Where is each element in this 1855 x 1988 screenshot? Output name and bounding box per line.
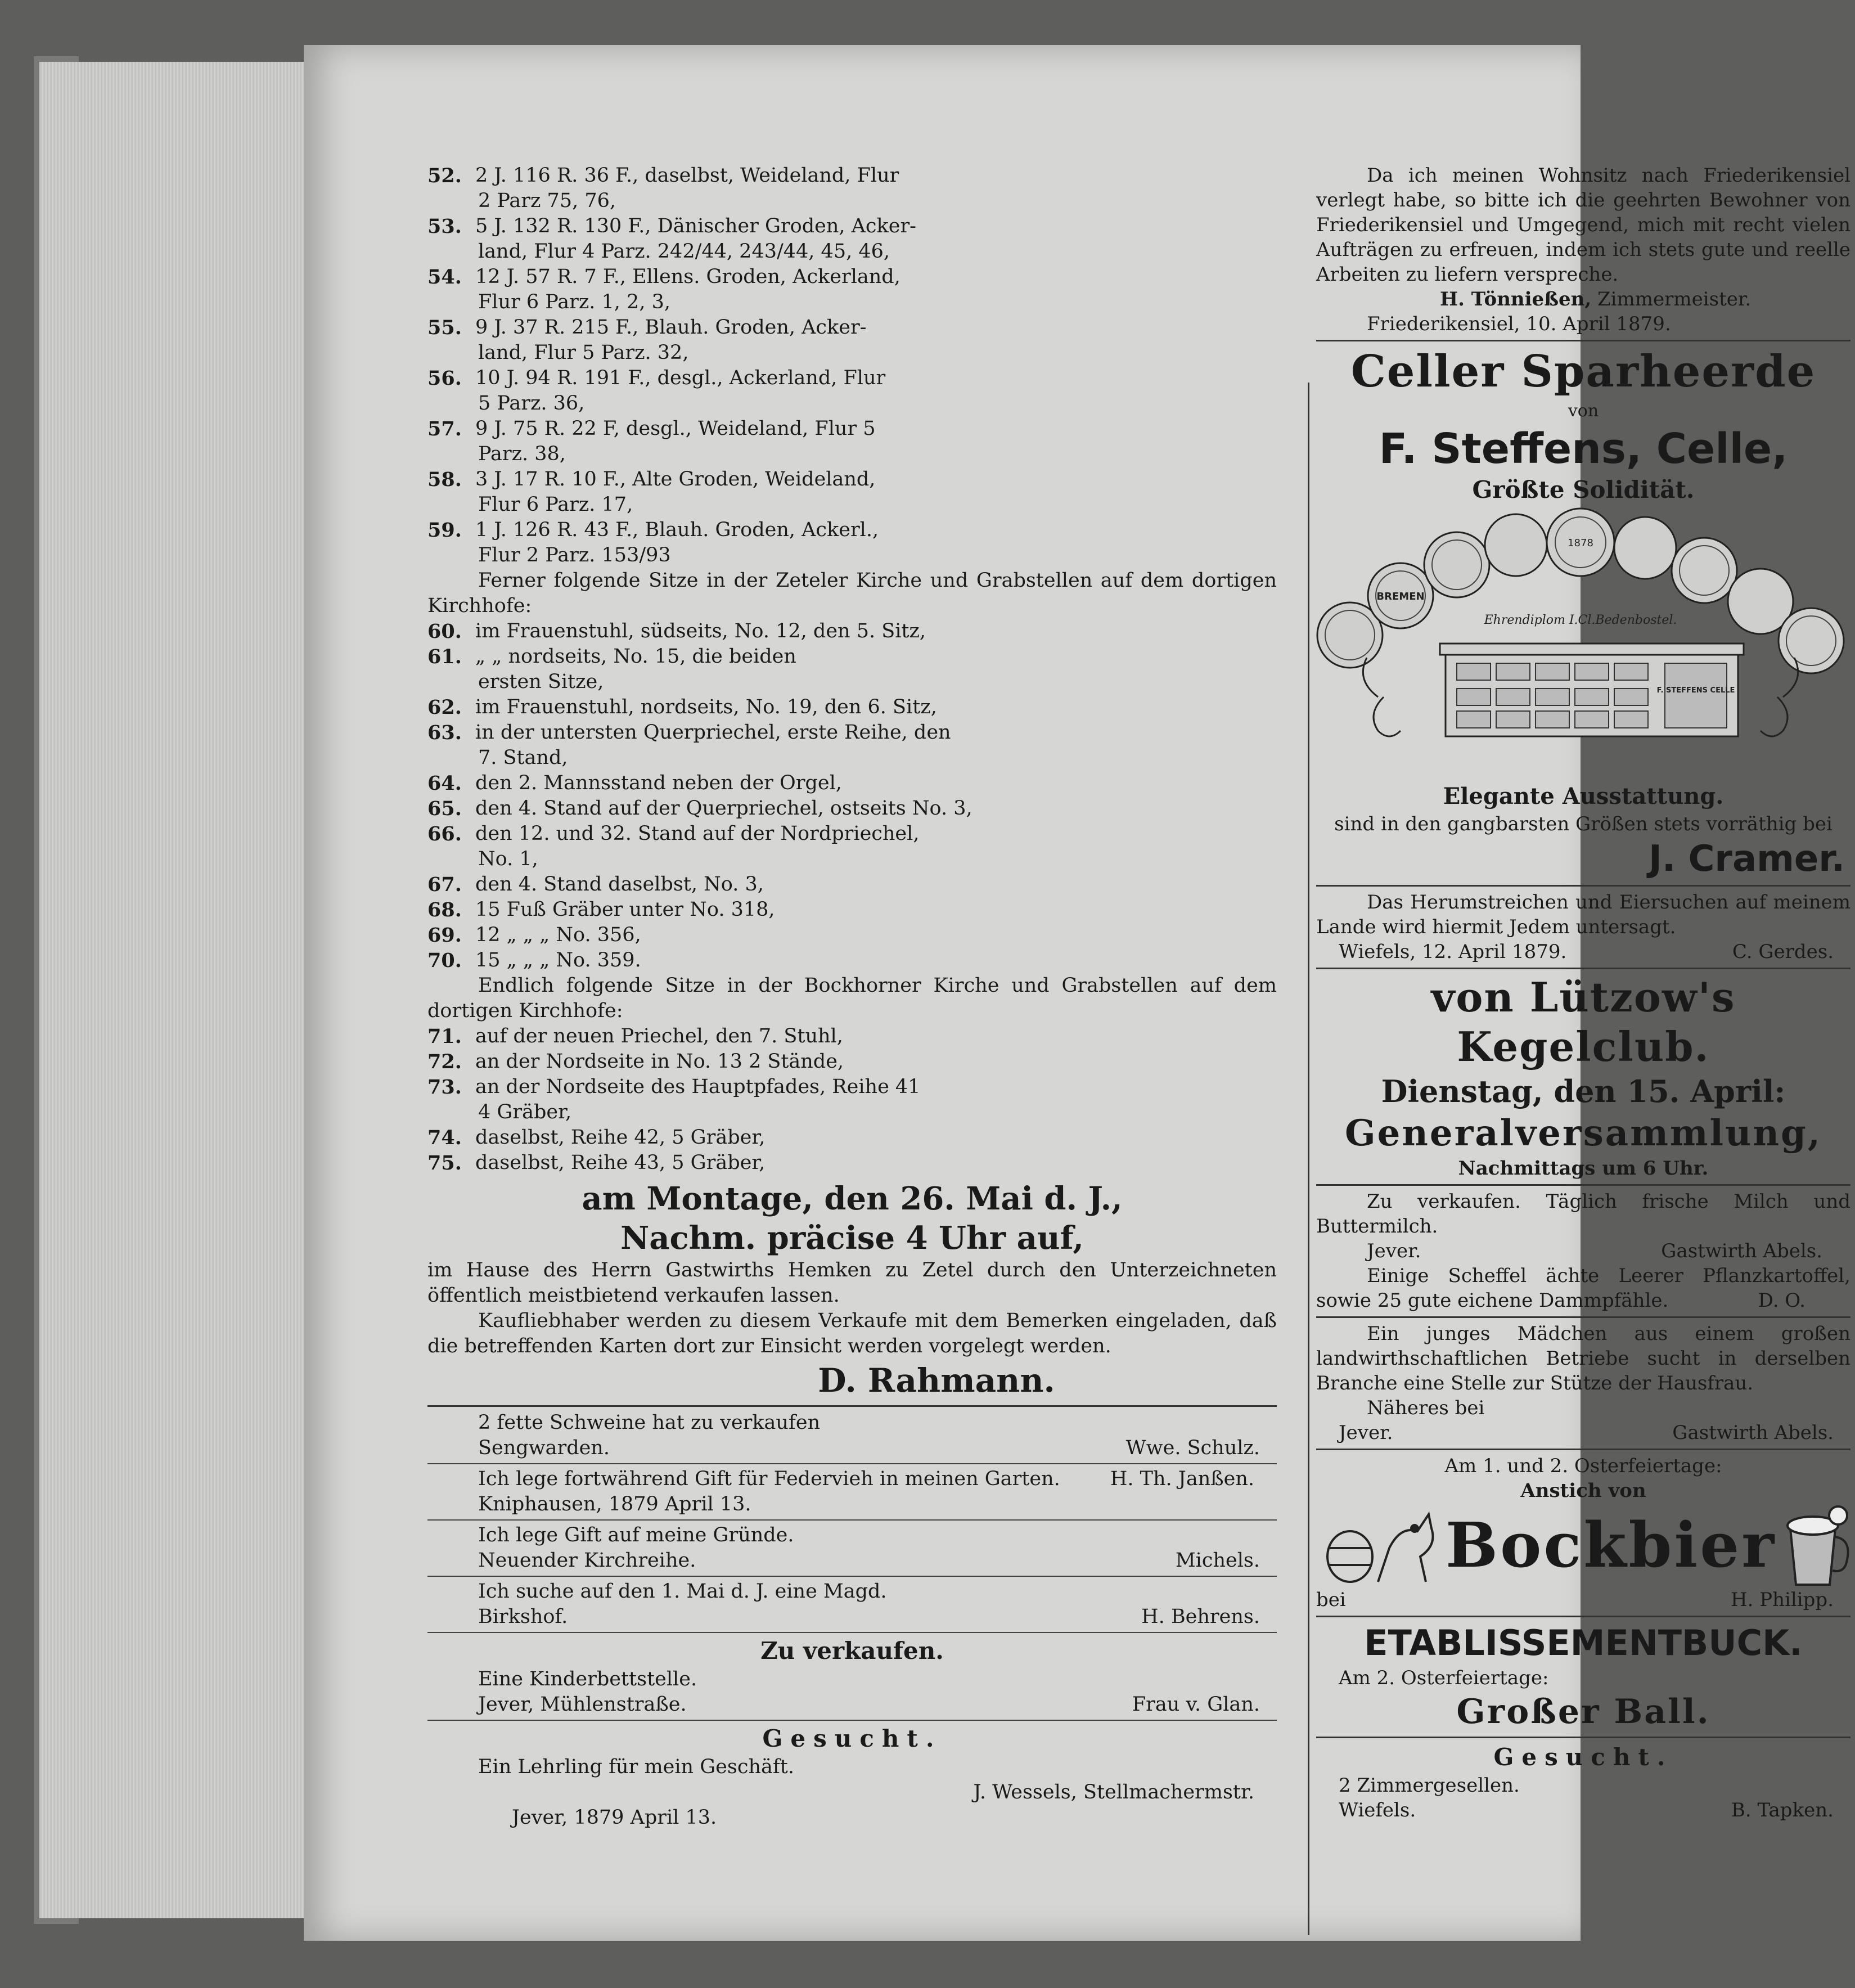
cramer: J. Cramer.	[1649, 838, 1845, 880]
toennieszen-name: H. Tönnießen,	[1440, 288, 1592, 311]
list-item	[427, 720, 1277, 745]
ad-schweine-place: Sengwarden.	[478, 1437, 610, 1459]
item-text: den 12. und 32. Stand auf der Nordpriechel,	[475, 822, 920, 845]
ad-bett-text: Eine Kinderbettstelle.	[478, 1668, 697, 1690]
item-number: 68.	[427, 898, 462, 921]
item-number: 52.	[427, 164, 462, 187]
ad-gift-place: Kniphausen, 1879 April 13.	[478, 1493, 751, 1515]
list-item	[427, 695, 1277, 720]
gesucht-place: Wiefels.	[1339, 1799, 1416, 1821]
item-number: 64.	[427, 772, 462, 795]
item-number: 72.	[427, 1050, 462, 1073]
item-text: 5 J. 132 R. 130 F., Dänischer Groden, Acker-	[475, 215, 916, 237]
item-continuation: Flur 6 Parz. 1, 2, 3,	[478, 291, 670, 313]
bock-head: Am 1. und 2. Osterfeiertage:	[1444, 1455, 1722, 1477]
list-item	[427, 1150, 1277, 1176]
ad-lehrling-place: Jever, 1879 April 13.	[512, 1806, 717, 1829]
ad-schweine-text: 2 fette Schweine hat zu verkaufen	[478, 1411, 821, 1434]
item-text: den 2. Mannsstand neben der Orgel,	[475, 772, 842, 794]
seat-list	[427, 619, 1277, 973]
divider	[1316, 1184, 1851, 1186]
divider	[427, 1519, 1277, 1521]
item-text: den 4. Stand daselbst, No. 3,	[475, 873, 764, 896]
item-number: 73.	[427, 1076, 462, 1099]
divider	[427, 1632, 1277, 1633]
list-item	[427, 796, 1277, 821]
herum-place: Wiefels, 12. April 1879.	[1339, 941, 1567, 963]
item-text: im Frauenstuhl, nordseits, No. 19, den 6. Sitz,	[475, 696, 937, 718]
divider	[1316, 340, 1851, 341]
herum-text: Das Herumstreichen und Eiersuchen auf meinem Lande wird hiermit Jedem untersagt.	[1316, 891, 1851, 938]
item-text: 15 Fuß Gräber unter No. 318,	[475, 898, 775, 921]
milch-name: Gastwirth Abels.	[1661, 1240, 1822, 1262]
divider	[1316, 1737, 1851, 1738]
list-item	[427, 644, 1277, 669]
list-item	[427, 1024, 1277, 1049]
list-item	[427, 897, 1277, 923]
item-continuation: 4 Gräber,	[478, 1101, 572, 1123]
herum-name: C. Gerdes.	[1732, 941, 1834, 963]
maedchen-naeheres: Näheres bei	[1367, 1397, 1485, 1419]
bock-bei: bei	[1316, 1589, 1346, 1611]
item-text: 9 J. 75 R. 22 F, desgl., Weideland, Flur 5	[475, 417, 876, 440]
item-text: 3 J. 17 R. 10 F., Alte Groden, Weideland,	[475, 468, 876, 491]
item-text: 2 J. 116 R. 36 F., daselbst, Weideland, Flur	[475, 164, 899, 187]
item-number: 69.	[427, 924, 462, 947]
item-number: 71.	[427, 1025, 462, 1048]
kegel-event: Generalversammlung,	[1344, 1112, 1822, 1154]
medal-year-label: 1878	[1568, 537, 1593, 549]
elegante: Elegante Ausstattung.	[1443, 783, 1724, 809]
item-text: an der Nordseite des Hauptpfades, Reihe 41	[475, 1076, 921, 1098]
maedchen-name: Gastwirth Abels.	[1672, 1422, 1834, 1444]
ad-magd-name: H. Behrens.	[1141, 1605, 1260, 1628]
ad-bett-title: Zu verkaufen.	[760, 1637, 944, 1665]
ad-gift2-text: Ich lege Gift auf meine Gründe.	[478, 1524, 794, 1546]
ad-gift-name: H. Th. Janßen.	[1110, 1468, 1254, 1490]
divider	[1316, 1449, 1851, 1450]
ad-magd-place: Birkshof.	[478, 1605, 568, 1628]
item-text: auf der neuen Priechel, den 7. Stuhl,	[475, 1025, 843, 1047]
celler-von: von	[1568, 401, 1599, 421]
ad-lehrling-text: Ein Lehrling für mein Geschäft.	[478, 1756, 794, 1778]
item-text: 12 „ „ „ No. 356,	[475, 924, 641, 946]
list-item	[427, 467, 1277, 492]
gesucht-name: B. Tapken.	[1731, 1799, 1834, 1821]
list-item	[427, 264, 1277, 290]
item-text: 10 J. 94 R. 191 F., desgl., Ackerland, Flur	[475, 367, 886, 389]
beer-mug-icon	[1776, 1503, 1855, 1587]
celler-title: Celler Sparheerde	[1350, 346, 1816, 397]
newspaper-page	[304, 45, 1851, 1941]
item-number: 66.	[427, 822, 462, 845]
bock-name: H. Philipp.	[1731, 1589, 1834, 1611]
item-number: 67.	[427, 873, 462, 896]
item-continuation: land, Flur 5 Parz. 32,	[478, 341, 689, 364]
divider	[1316, 1616, 1851, 1617]
item-text: 15 „ „ „ No. 359.	[475, 949, 641, 971]
item-continuation: 7. Stand,	[478, 746, 568, 769]
maedchen-text: Ein junges Mädchen aus einem großen landwirthschaftlichen Betriebe sucht in derselben Branche eine Stelle zur Stütze der Hausfrau.	[1316, 1323, 1851, 1395]
auction-date: am Montage, den 26. Mai d. J.,	[582, 1180, 1123, 1217]
toennieszen-place: Friederikensiel, 10. April 1879.	[1367, 313, 1671, 335]
bock-anstich: Anstich von	[1520, 1479, 1646, 1502]
item-number: 70.	[427, 949, 462, 972]
ad-gift2-name: Michels.	[1175, 1549, 1260, 1572]
kegel-time: Nachmittags um 6 Uhr.	[1458, 1157, 1709, 1180]
item-number: 56.	[427, 367, 462, 390]
celler-text: sind in den gangbarsten Größen stets vorräthig bei	[1334, 813, 1833, 835]
divider	[427, 1405, 1277, 1407]
etablissement-ball: Großer Ball.	[1456, 1692, 1710, 1731]
etablissement-title: ETABLISSEMENTBUCK.	[1364, 1622, 1803, 1663]
list-item	[427, 416, 1277, 442]
ferner-paragraph: Ferner folgende Sitze in der Zeteler Kirche und Grabstellen auf dem dortigen Kirchhofe:	[427, 569, 1277, 617]
item-number: 63.	[427, 721, 462, 744]
item-continuation: 5 Parz. 36,	[478, 392, 585, 415]
medals-stove-illustration	[1316, 511, 1851, 776]
item-text: 1 J. 126 R. 43 F., Blauh. Groden, Ackerl.,	[475, 519, 879, 541]
stove-label: F. STEFFENS CELLE	[1656, 686, 1735, 695]
list-item	[427, 163, 1277, 188]
item-continuation: ersten Sitze,	[478, 671, 604, 693]
item-text: 9 J. 37 R. 215 F., Blauh. Groden, Acker-	[475, 316, 867, 339]
ad-lehrling-title: Gesucht.	[762, 1725, 942, 1752]
ad-gift-text: Ich lege fortwährend Gift für Federvieh in meinen Garten.	[478, 1468, 1060, 1490]
item-number: 57.	[427, 417, 462, 440]
goat-barrel-icon	[1316, 1503, 1446, 1587]
kartoffel-name: D. O.	[1758, 1289, 1806, 1312]
list-item	[427, 872, 1277, 897]
item-continuation: No. 1,	[478, 848, 538, 870]
list-item	[427, 214, 1277, 239]
item-number: 58.	[427, 468, 462, 491]
item-number: 53.	[427, 215, 462, 238]
item-continuation: Flur 2 Parz. 153/93	[478, 544, 671, 566]
divider	[427, 1576, 1277, 1577]
ad-bett-name: Frau v. Glan.	[1132, 1693, 1260, 1716]
left-column	[427, 163, 1277, 1918]
item-continuation: land, Flur 4 Parz. 242/44, 243/44, 45, 46,	[478, 240, 890, 263]
kegel-title: von Lützow's Kegelclub.	[1431, 973, 1736, 1071]
list-item	[427, 1125, 1277, 1150]
item-number: 62.	[427, 696, 462, 719]
toennieszen-text: Da ich meinen Wohnsitz nach Friederikensiel verlegt habe, so bitte ich die geehrten Bewohner von Friederikensiel und Umgegend, mich mit recht vielen Aufträgen zu erfreuen, indem ich stets gute und reelle Arbeiten zu liefern verspreche.	[1316, 164, 1851, 286]
toennieszen-role: Zimmermeister.	[1597, 288, 1752, 311]
kauf-text: Kaufliebhaber werden zu diesem Verkaufe mit dem Bemerken eingeladen, daß die betreffenden Karten dort zur Einsicht werden vorgelegt werden.	[427, 1310, 1277, 1357]
item-text: daselbst, Reihe 43, 5 Gräber,	[475, 1152, 766, 1174]
item-continuation: 2 Parz 75, 76,	[478, 190, 616, 212]
divider	[1316, 1316, 1851, 1318]
item-text: im Frauenstuhl, südseits, No. 12, den 5. Sitz,	[475, 620, 926, 642]
list-item	[427, 948, 1277, 973]
page-edges	[39, 62, 310, 1918]
column-rule	[1308, 383, 1309, 1935]
divider	[427, 1720, 1277, 1721]
celler-quality: Größte Solidität.	[1472, 476, 1695, 503]
divider	[427, 1463, 1277, 1464]
signature: D. Rahmann.	[818, 1361, 1055, 1400]
item-number: 55.	[427, 316, 462, 339]
grave-list	[427, 1024, 1277, 1176]
list-item	[427, 366, 1277, 391]
ad-lehrling-name: J. Wessels, Stellmachermstr.	[973, 1781, 1254, 1803]
item-text: „ „ nordseits, No. 15, die beiden	[475, 645, 796, 668]
list-item	[427, 619, 1277, 644]
item-text: den 4. Stand auf der Querpriechel, ostseits No. 3,	[475, 797, 972, 820]
medals-stove-svg	[1316, 511, 1851, 776]
gesucht-title: Gesucht.	[1493, 1743, 1673, 1771]
milch-text: Zu verkaufen. Täglich frische Milch und Buttermilch.	[1316, 1190, 1851, 1238]
etablissement-date: Am 2. Osterfeiertage:	[1339, 1667, 1549, 1689]
item-number: 65.	[427, 797, 462, 820]
ad-gift2-place: Neuender Kirchreihe.	[478, 1549, 696, 1572]
ad-magd-text: Ich suche auf den 1. Mai d. J. eine Magd.	[478, 1580, 887, 1603]
auction-text: im Hause des Herrn Gastwirths Hemken zu Zetel durch den Unterzeichneten öffentlich meistbietend verkaufen lassen.	[427, 1259, 1277, 1307]
celler-firm: F. Steffens, Celle,	[1379, 425, 1788, 473]
ehrendiplom-label: Ehrendiplom I.Cl.Bedenbostel.	[1484, 613, 1677, 627]
list-item	[427, 923, 1277, 948]
bock-title: Bockbier	[1446, 1509, 1777, 1581]
divider	[1316, 885, 1851, 887]
kegel-date: Dienstag, den 15. April:	[1381, 1073, 1786, 1109]
item-text: daselbst, Reihe 42, 5 Gräber,	[475, 1126, 766, 1149]
auction-time: Nachm. präcise 4 Uhr auf,	[620, 1220, 1084, 1257]
list-item	[427, 315, 1277, 340]
list-item	[427, 1049, 1277, 1074]
item-text: an der Nordseite in No. 13 2 Stände,	[475, 1050, 844, 1073]
list-item	[427, 771, 1277, 796]
ad-schweine-name: Wwe. Schulz.	[1125, 1437, 1260, 1459]
endlich-paragraph: Endlich folgende Sitze in der Bockhorner Kirche und Grabstellen auf dem dortigen Kirchhofe:	[427, 974, 1277, 1022]
item-number: 75.	[427, 1152, 462, 1175]
divider	[1316, 968, 1851, 969]
right-column	[1316, 163, 1851, 1918]
item-continuation: Flur 6 Parz. 17,	[478, 493, 633, 516]
maedchen-place: Jever.	[1339, 1422, 1393, 1444]
milch-place: Jever.	[1367, 1240, 1421, 1262]
item-number: 59.	[427, 519, 462, 542]
parcel-list	[427, 163, 1277, 568]
item-continuation: Parz. 38,	[478, 443, 566, 465]
item-text: in der untersten Querpriechel, erste Reihe, den	[475, 721, 951, 744]
item-number: 61.	[427, 645, 462, 668]
item-text: 12 J. 57 R. 7 F., Ellens. Groden, Ackerland,	[475, 266, 901, 288]
gesucht-text: 2 Zimmergesellen.	[1339, 1774, 1520, 1797]
item-number: 54.	[427, 266, 462, 289]
list-item	[427, 518, 1277, 543]
list-item	[427, 821, 1277, 847]
medal-bremen-label: BREMEN	[1376, 591, 1425, 602]
list-item	[427, 1074, 1277, 1100]
item-number: 74.	[427, 1126, 462, 1149]
ad-bett-place: Jever, Mühlenstraße.	[478, 1693, 687, 1716]
item-number: 60.	[427, 620, 462, 643]
kartoffel-text: Einige Scheffel ächte Leerer Pflanzkartoffel, sowie 25 gute eichene Dammpfähle.	[1316, 1265, 1851, 1312]
